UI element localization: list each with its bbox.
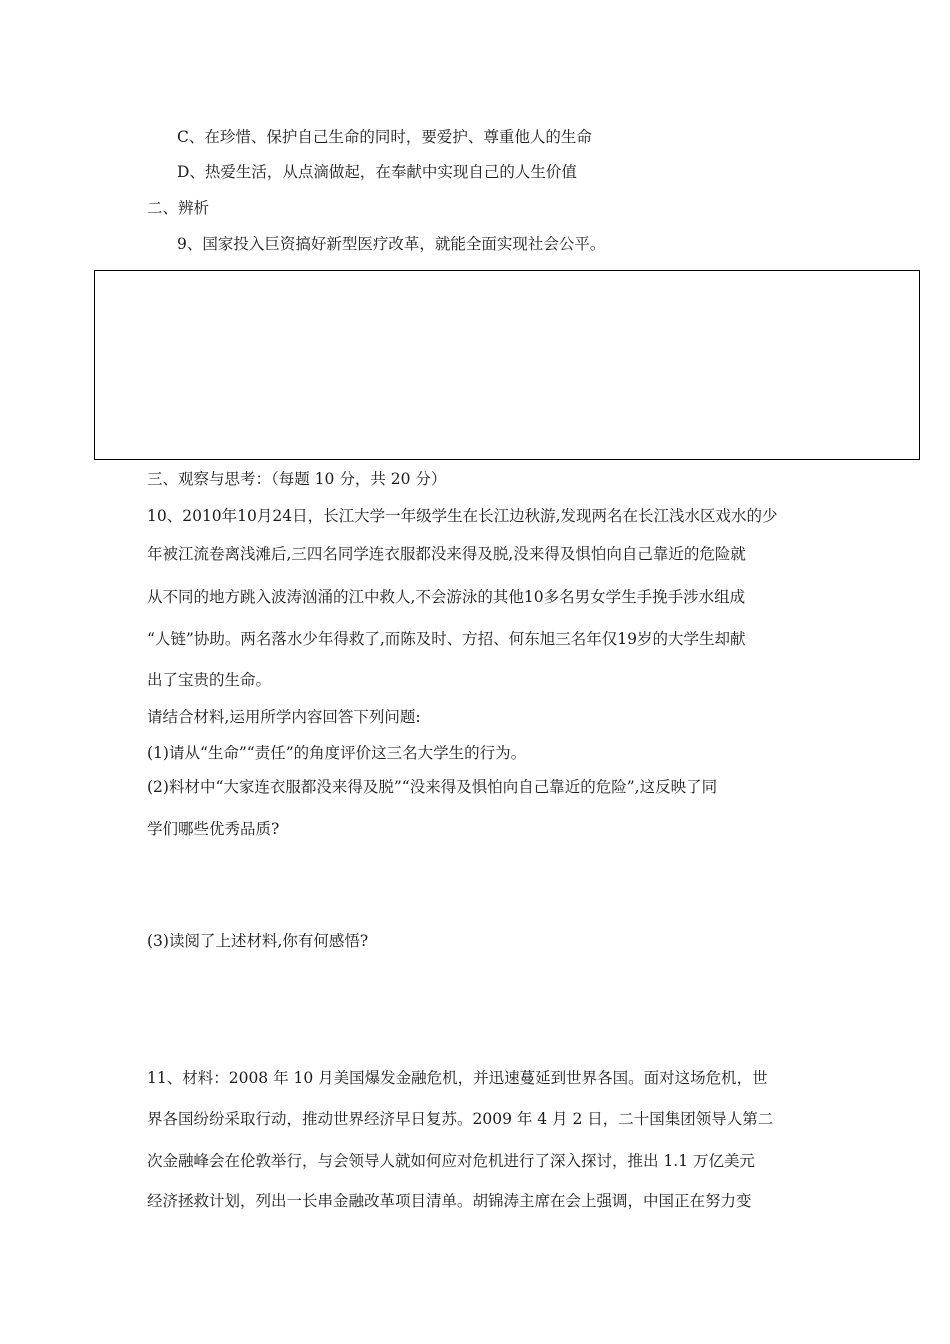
question-11-line: 次金融峰会在伦敦举行，与会领导人就如何应对危机进行了深入探讨，推出 1.1 万亿美元: [147, 1152, 756, 1170]
question-11-line: 11、材料：2008 年 10 月美国爆发金融危机，并迅速蔓延到世界各国。面对这场危机，世: [147, 1069, 768, 1087]
option-d: D、热爱生活，从点滴做起，在奉献中实现自己的人生价值: [177, 163, 577, 181]
question-9: 9、国家投入巨资搞好新型医疗改革，就能全面实现社会公平。: [177, 235, 606, 253]
question-10-line: 年被江流卷离浅滩后,三四名同学连衣服都没来得及脱,没来得及惧怕向自己靠近的危险就: [147, 545, 746, 563]
section-3-heading: 三、观察与思考：（每题 10 分，共 20 分）: [147, 470, 447, 488]
option-c: C、在珍惜、保护自己生命的同时，要爱护、尊重他人的生命: [177, 128, 592, 146]
question-10-sub-2: 学们哪些优秀品质?: [147, 820, 280, 838]
question-10-line: 从不同的地方跳入波涛汹涌的江中救人,不会游泳的其他10多名男女学生手挽手涉水组成: [147, 588, 746, 606]
question-10-line: 出了宝贵的生命。: [147, 671, 272, 689]
question-10-prompt: 请结合材料,运用所学内容回答下列问题:: [147, 708, 421, 726]
question-10-sub-1: (1)请从“生命”“责任”的角度评价这三名大学生的行为。: [147, 744, 527, 762]
question-11-line: 经济拯救计划，列出一长串金融改革项目清单。胡锦涛主席在会上强调，中国正在努力变: [147, 1192, 752, 1210]
question-10-sub-2: (2)料材中“大家连衣服都没来得及脱”“没来得及惧怕向自己靠近的危险”,这反映了同: [147, 778, 718, 796]
question-10-line: 10、2010年10月24日，长江大学一年级学生在长江边秋游,发现两名在长江浅水区戏水的少: [147, 507, 778, 525]
question-10-sub-3: (3)读阅了上述材料,你有何感悟?: [147, 932, 369, 950]
question-11-line: 界各国纷纷采取行动，推动世界经济早日复苏。2009 年 4 月 2 日，二十国集团领导人第二: [147, 1110, 774, 1128]
answer-box[interactable]: [94, 270, 920, 460]
section-2-heading: 二、辨析: [147, 199, 210, 217]
question-10-line: “人链”协助。两名落水少年得救了,而陈及时、方招、何东旭三名年仅19岁的大学生却献: [147, 630, 746, 648]
